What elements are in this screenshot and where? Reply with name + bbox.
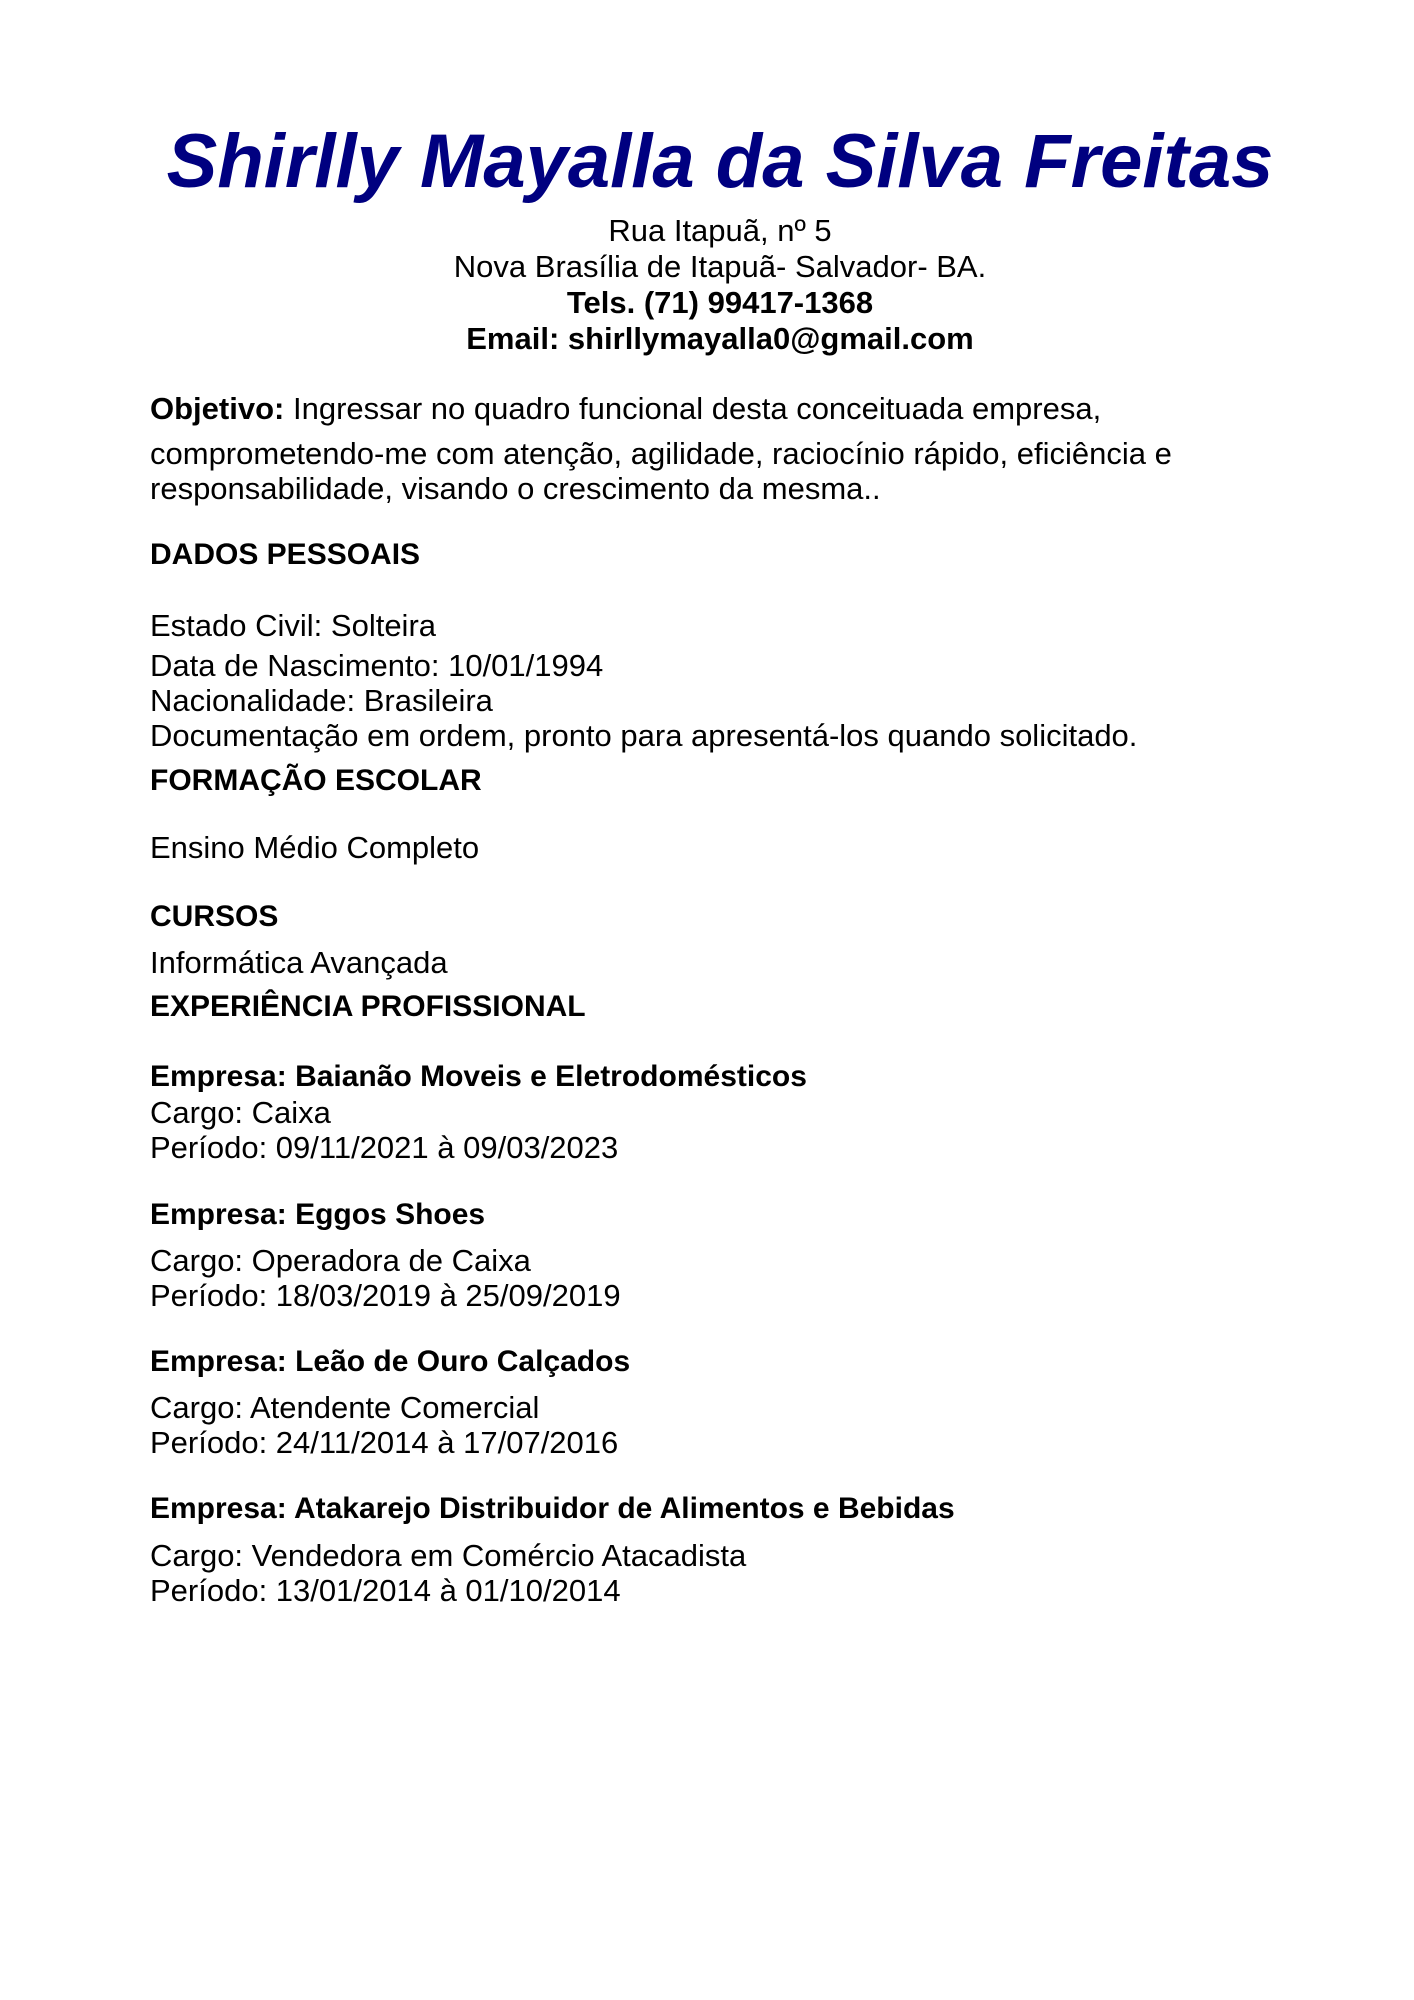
section-heading-courses: CURSOS xyxy=(150,900,279,933)
personal-birth-date: Data de Nascimento: 10/01/1994 xyxy=(150,648,604,683)
job-role-1: Cargo: Caixa xyxy=(150,1095,331,1130)
objective-line-2: comprometendo-me com atenção, agilidade, raciocínio rápido, eficiência e xyxy=(150,436,1172,471)
objective-line-1 xyxy=(150,393,1101,424)
personal-nationality: Nacionalidade: Brasileira xyxy=(150,683,493,718)
course-item: Informática Avançada xyxy=(150,945,448,980)
section-heading-experience: EXPERIÊNCIA PROFISSIONAL xyxy=(150,990,586,1023)
address-line-1: Rua Itapuã, nº 5 xyxy=(608,213,832,248)
job-period-4: Período: 13/01/2014 à 01/10/2014 xyxy=(150,1573,621,1608)
section-heading-personal: DADOS PESSOAIS xyxy=(150,538,421,571)
job-role-2: Cargo: Operadora de Caixa xyxy=(150,1243,531,1278)
personal-documentation: Documentação em ordem, pronto para apresentá-los quando solicitado. xyxy=(150,718,1138,753)
job-role-4: Cargo: Vendedora em Comércio Atacadista xyxy=(150,1538,747,1573)
education-level: Ensino Médio Completo xyxy=(150,830,480,865)
job-company-3: Empresa: Leão de Ouro Calçados xyxy=(150,1345,631,1378)
job-company-1: Empresa: Baianão Moveis e Eletrodomésticos xyxy=(150,1060,807,1093)
section-heading-education: FORMAÇÃO ESCOLAR xyxy=(150,764,482,797)
job-role-3: Cargo: Atendente Comercial xyxy=(150,1390,540,1425)
phone-number: Tels. (71) 99417-1368 xyxy=(566,285,874,320)
candidate-name: Shirlly Mayalla da Silva Freitas xyxy=(166,119,1274,204)
job-period-3: Período: 24/11/2014 à 17/07/2016 xyxy=(150,1425,619,1460)
job-period-2: Período: 18/03/2019 à 25/09/2019 xyxy=(150,1278,621,1313)
job-company-2: Empresa: Eggos Shoes xyxy=(150,1198,486,1231)
personal-marital-status: Estado Civil: Solteira xyxy=(150,608,437,643)
job-company-4: Empresa: Atakarejo Distribuidor de Alimentos e Bebidas xyxy=(150,1492,955,1525)
objective-text-1: Ingressar no quadro funcional desta conceituada empresa, xyxy=(292,391,1102,426)
objective-line-3: responsabilidade, visando o crescimento da mesma.. xyxy=(150,471,881,506)
job-period-1: Período: 09/11/2021 à 09/03/2023 xyxy=(150,1130,619,1165)
address-line-2: Nova Brasília de Itapuã- Salvador- BA. xyxy=(453,249,987,284)
objective-label: Objetivo: xyxy=(150,391,285,426)
email-address: Email: shirllymayalla0@gmail.com xyxy=(466,321,974,356)
